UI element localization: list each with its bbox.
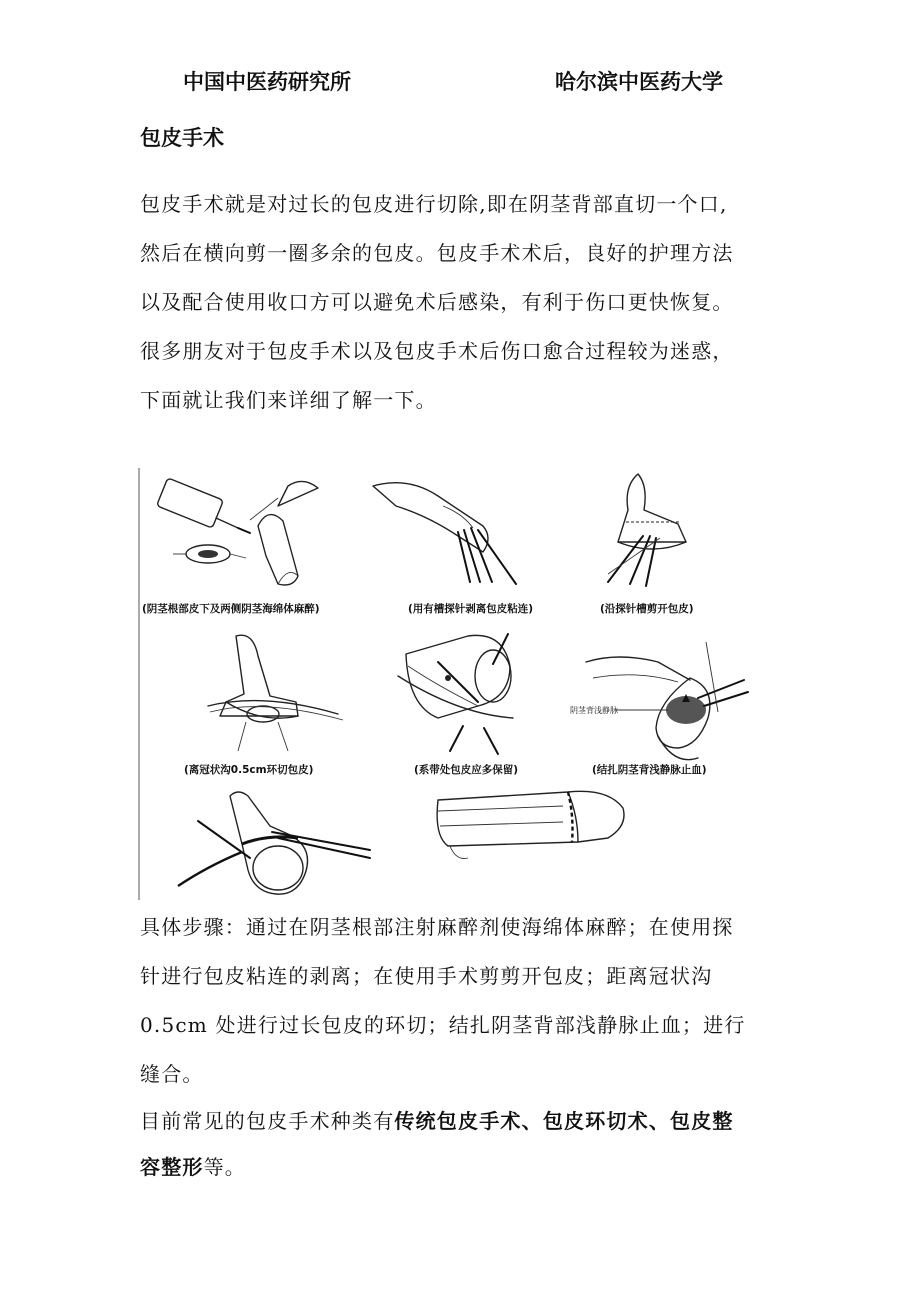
steps-line: 针进行包皮粘连的剥离；在使用手术剪剪开包皮；距离冠状沟: [140, 964, 713, 988]
panel-probe-illustration: [373, 483, 516, 584]
types-line-1: [140, 1098, 788, 1144]
panel-result-illustration: [437, 791, 624, 858]
section-title: 包皮手术: [140, 126, 224, 150]
steps-paragraph: [140, 903, 788, 1099]
type-traditional: 传统包皮手术: [394, 1109, 522, 1133]
type-circumcision: 包皮环切术: [542, 1109, 649, 1133]
types-prefix: 目前常见的包皮手术种类有: [140, 1109, 395, 1133]
intro-line: 下面就让我们来详细了解一下。: [140, 388, 437, 412]
header-right: 哈尔滨中医药大学: [555, 70, 723, 94]
type-cosmetic-part2: 容整形: [140, 1155, 204, 1179]
caption-4: (离冠状沟0.5cm环切包皮): [184, 764, 314, 776]
panel-anesthesia-illustration: [157, 478, 318, 585]
panel-suture-illustration: [178, 792, 370, 894]
intro-line: 然后在横向剪一圈多余的包皮。包皮手术术后，良好的护理方法: [140, 241, 734, 265]
caption-5: (系带处包皮应多保留): [414, 764, 519, 776]
intro-line: 包皮手术就是对过长的包皮进行切除,即在阴茎背部直切一个口,: [140, 192, 728, 216]
types-separator: 、: [521, 1109, 543, 1133]
panel-cut-illustration: [608, 474, 686, 586]
types-separator: 、: [648, 1109, 671, 1133]
steps-line: 具体步骤：通过在阴茎根部注射麻醉剂使海绵体麻醉；在使用探: [140, 915, 734, 939]
panel-ligation-illustration: [570, 642, 748, 760]
intro-line: 以及配合使用收口方可以避免术后感染，有利于伤口更快恢复。: [140, 290, 734, 314]
intro-paragraph: [140, 180, 788, 425]
panel-circumcision-illustration: [208, 635, 343, 751]
types-suffix: 等。: [203, 1155, 247, 1179]
caption-3: (沿探针槽剪开包皮): [600, 603, 694, 615]
types-paragraph: [140, 1098, 788, 1190]
steps-line: 缝合。: [140, 1062, 204, 1086]
types-line-2: [140, 1144, 788, 1190]
intro-line: 很多朋友对于包皮手术以及包皮手术后伤口愈合过程较为迷惑，: [140, 339, 734, 363]
caption-2: (用有槽探针剥离包皮粘连): [408, 603, 534, 615]
header-left: 中国中医药研究所: [183, 70, 351, 94]
caption-1: (阴茎根部皮下及两侧阴茎海绵体麻醉): [142, 603, 320, 615]
panel-frenulum-illustration: [398, 634, 513, 754]
surgery-illustration: [138, 466, 758, 902]
vein-annotation: 阴茎背浅静脉: [570, 706, 618, 715]
caption-6: (结扎阴茎背浅静脉止血): [592, 764, 707, 776]
steps-line: 0.5cm 处进行过长包皮的环切；结扎阴茎背部浅静脉止血；进行: [140, 1013, 746, 1037]
type-cosmetic-part1: 包皮整: [670, 1109, 734, 1133]
surgery-illustration-figure: [138, 466, 758, 902]
